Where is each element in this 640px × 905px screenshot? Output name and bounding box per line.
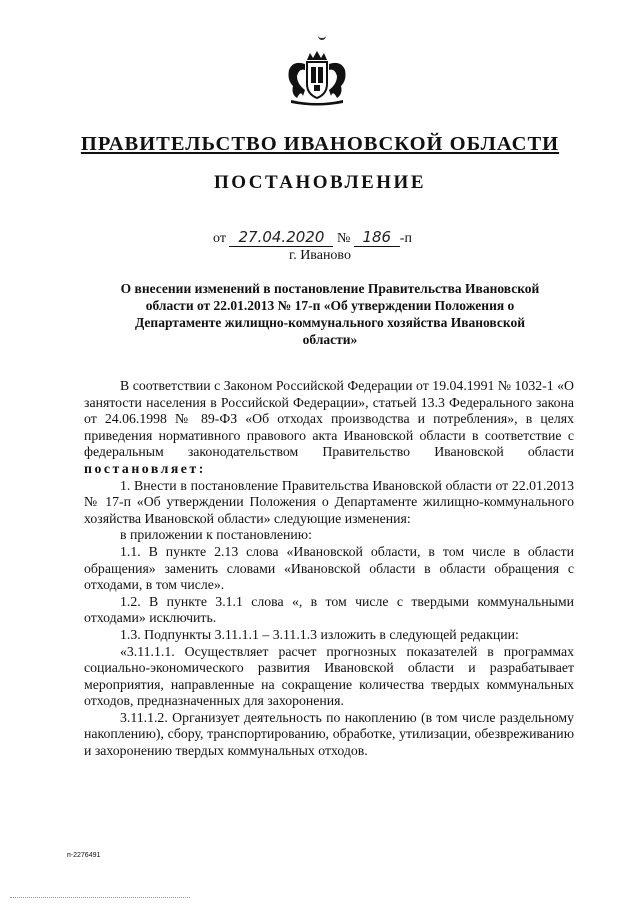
- preamble-text: В соответствии с Законом Российской Федерации от 19.04.1991 № 1032-1 «О занятости населения в Российской Федерации», статьей 13.3 Федерального закона от 24.06.1998 № 89-ФЗ «Об отходах производства и потребления», в целях приведения нормативного правового акта Ивановской области в соответствие с федеральным законодательством Правительство Ивановской области: [84, 378, 574, 460]
- paragraph-1-3: 1.3. Подпункты 3.11.1.1 – 3.11.1.3 изложить в следующей редакции:: [120, 626, 519, 642]
- paragraph-1: 1. Внести в постановление Правительства Ивановской области от 22.01.2013 № 17-п «Об утверждении Положения о Департаменте жилищно-коммунального хозяйства Ивановской области» следующие изменения:: [84, 477, 574, 526]
- resolves-word: постановляет:: [84, 460, 206, 476]
- government-title: ПРАВИТЕЛЬСТВО ИВАНОВСКОЙ ОБЛАСТИ: [80, 133, 560, 155]
- paragraph-preamble: [84, 378, 574, 478]
- number-suffix: -п: [399, 231, 412, 246]
- handwritten-number: 186: [354, 228, 400, 247]
- date-prefix: от: [213, 231, 226, 246]
- handwritten-date: 27.04.2020: [229, 228, 333, 247]
- document-code: п-2276491: [67, 852, 101, 859]
- paragraph-annex: в приложении к постановлению:: [120, 527, 312, 543]
- document-body: [84, 378, 574, 760]
- paragraph-1-1: 1.1. В пункте 2.13 слова «Ивановской области, в том числе в области обращения» заменить словами «Ивановской области в области обращения с отходами, в том числе».: [84, 543, 574, 593]
- paragraph-3-11-1-1: «3.11.1.1. Осуществляет расчет прогнозных показателей в программах социально-экономического развития Ивановской области и разрабатывает мероприятия, направленные на сокращение количества твердых коммунальных отходов, предназначенных для захоронения.: [84, 643, 574, 709]
- paragraph-1-2: 1.2. В пункте 3.1.1 слова «, в том числе с твердыми коммунальными отходами» исключить.: [84, 593, 574, 626]
- scan-edge: [10, 897, 190, 901]
- city: г. Иваново: [289, 248, 351, 263]
- paragraph-3-11-1-2: 3.11.1.2. Организует деятельность по накоплению (в том числе раздельному накоплению), сбору, транспортированию, обработке, утилизации, обезвреживанию и захоронению твердых коммунальных отходов.: [84, 709, 574, 759]
- number-prefix: №: [336, 231, 351, 246]
- date-number-line: [213, 228, 412, 247]
- scan-mark: [318, 35, 326, 40]
- coat-of-arms-icon: [283, 50, 351, 106]
- document-type: ПОСТАНОВЛЕНИЕ: [213, 172, 427, 193]
- document-subject: О внесении изменений в постановление Правительства Ивановской области от 22.01.2013 № 17-п «Об утверждении Положения о Департаменте жилищно-коммунального хозяйства Ивановской области»: [120, 281, 540, 347]
